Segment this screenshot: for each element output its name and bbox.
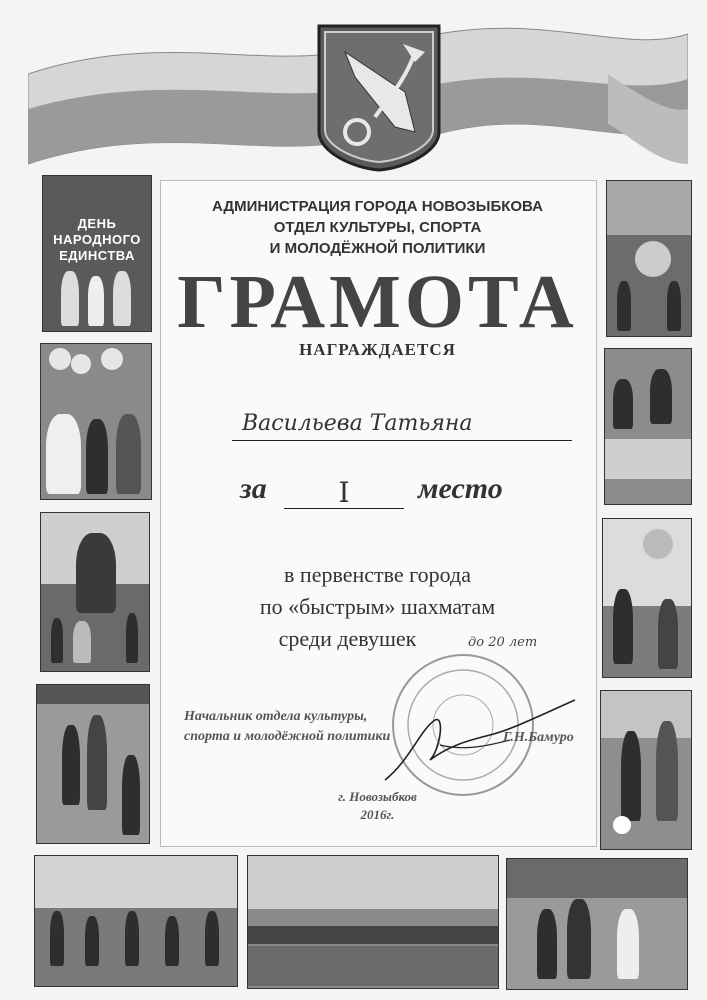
photo-stadium-parade (247, 855, 499, 989)
competition-line-1: в первенстве города (284, 562, 471, 587)
competition-line-2: по «быстрым» шахматам (259, 594, 496, 619)
certificate-title: ГРАМОТА (177, 260, 578, 344)
banner-line-3: ЕДИНСТВА (59, 248, 135, 263)
organization-line-1: АДМИНИСТРАЦИЯ ГОРОДА НОВОЗЫБКОВА (212, 198, 543, 215)
photo-festival-street (606, 180, 692, 337)
city-coat-of-arms-icon (315, 22, 443, 172)
certificate-year: 2016г. (360, 807, 395, 822)
photo-market-fair (604, 348, 692, 505)
photo-ballroom-dance (506, 858, 688, 990)
signature-role-line-2: спорта и молодёжной политики (184, 729, 391, 744)
city-name: г. Новозыбков (338, 789, 417, 804)
recipient-name: Васильева Татьяна (232, 410, 572, 441)
organization-line-3: И МОЛОДЁЖНОЙ ПОЛИТИКИ (269, 240, 486, 257)
place-prefix: за (240, 472, 267, 505)
organization-line-2: ОТДЕЛ КУЛЬТУРЫ, СПОРТА (273, 219, 482, 236)
photo-basketball (36, 684, 150, 844)
organization-name (160, 196, 595, 259)
photo-bicycle-parade (34, 855, 238, 987)
photo-unity-day-banner (42, 175, 152, 332)
handwritten-note: до 20 лет (468, 635, 538, 650)
place-word: место (418, 472, 503, 505)
place-value: I (284, 478, 404, 509)
signature-role (184, 707, 390, 747)
awarded-label: НАГРАЖДАЕТСЯ (299, 340, 456, 359)
signature-role-line-1: Начальник отдела культуры, (184, 709, 368, 724)
photo-football (600, 690, 692, 850)
signature-name: Г.Н.Бамуро (503, 730, 574, 745)
banner-line-2: НАРОДНОГО (53, 232, 141, 247)
city-and-year (160, 788, 595, 824)
banner-line-1: ДЕНЬ (77, 216, 117, 231)
photo-children-stage (40, 343, 152, 500)
competition-line-3: среди девушек (278, 626, 417, 651)
photo-theatre-performance (602, 518, 692, 678)
place-row (240, 472, 570, 512)
